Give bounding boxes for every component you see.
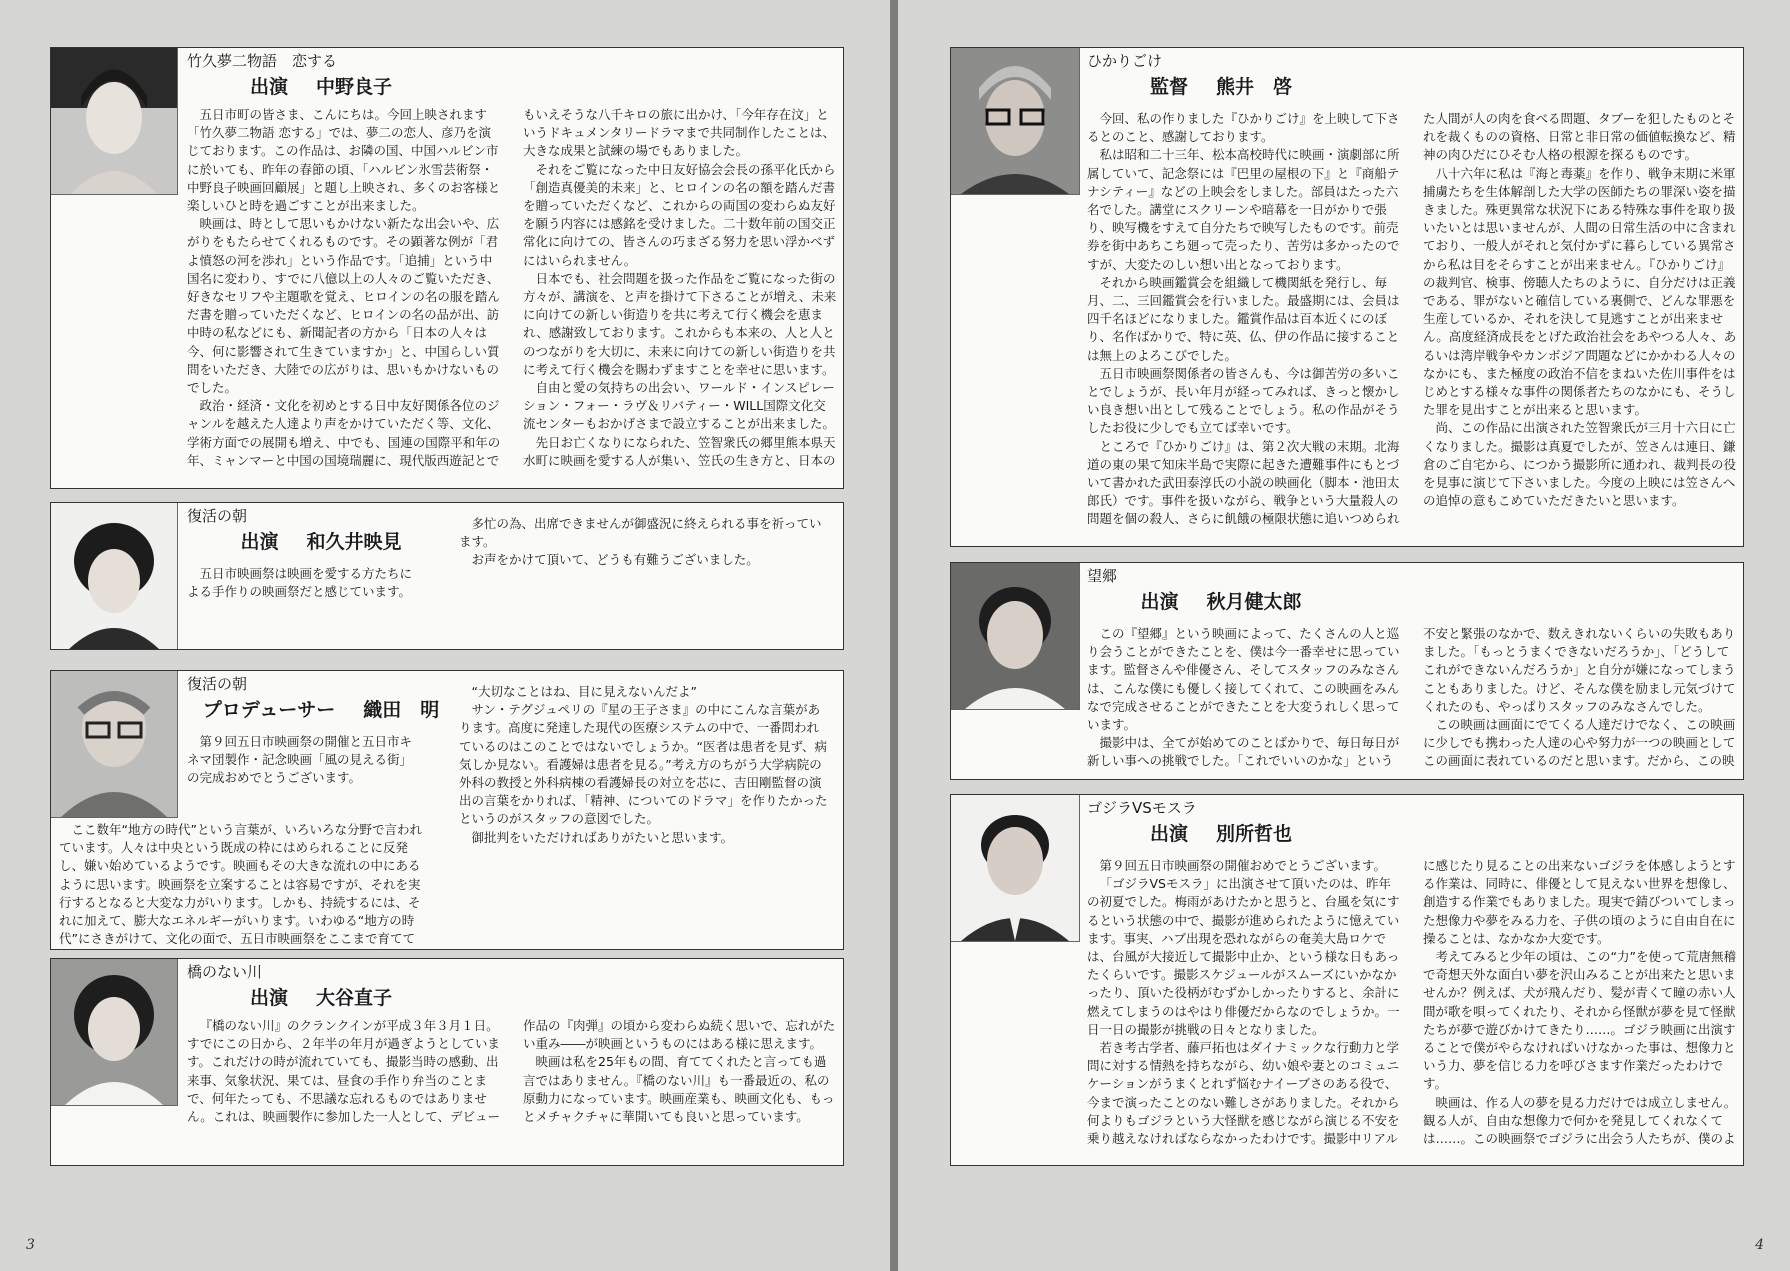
contributor-name: 中野良子 <box>316 76 393 98</box>
role-label: 出演 <box>1140 591 1179 613</box>
paragraph: 若き考古学者、藤戸拓也はダイナミックな行動力と学問に対する情熱を持ちながら、幼い娘や妻とのコミュニケーションがうまくとれず悩むナイーブさのある役で、今まで演ったことのない難しさがありました。それから何よりもゴジラという大怪獣を感じながら演じる不安を乗り越えなければならなかったわけです。撮影中リアルに感じたり見ることの出来ないゴジラを体感しようとする作業は、同時に、俳優として見えない世界を想像し、創造する作業でもありました。現実で錆びついてしまった想像力や夢をみる力を、子供の頃のように自由自在に操ることは、なかなか大変です。 <box>1087 858 1736 1147</box>
film-title: 復活の朝 <box>187 507 248 525</box>
contributor-name: 和久井映見 <box>306 531 402 553</box>
message-box-nakano <box>50 47 844 489</box>
paragraph: サン・テグジュペリの『星の王子さま』の中にこんな言葉があります。高度に発達した現代の医療システムの中で、一番問われているのはこのことではないでしょうか。“医者は患者を見ず、病気しか見ない。看護婦は患者を見る。”考え方のちがう大学病院の外科の教授と外科病棟の看護婦長の対立を芯に、吉田剛監督の演出の言葉をかりれば、「精神、についてのドラマ」を作りたかったというのがスタッフの意図でした。 <box>459 702 828 827</box>
paragraph: 御批判をいただければありがたいと思います。 <box>471 829 734 845</box>
paragraph: 多忙の為、出席できませんが御盛況に終えられる事を祈っています。 <box>459 516 822 550</box>
message-text <box>187 1017 837 1161</box>
paragraph: それから映画鑑賞会を組織して機関紙を発行し、毎月、二、三回鑑賞会を行いました。最盛期には、会員は四千名ほどになりました。鑑賞作品は百本近くにのぼり、名作ばかりで、特に英、仏、伊の作品に接することは無上のよろこびでした。 <box>1087 274 1400 363</box>
paragraph: 第９回五日市映画祭の開催おめでとうございます。 <box>1099 858 1387 873</box>
paragraph: それをご覧になった中日友好協会会長の孫平化氏から「創造真優美的未来」と、ヒロインの名の額を踏んだ書を贈っていただくなど、これからの両国の変わらぬ友好を願う内容には感銘を受けました。二十数年前の国交正常化に向けての、皆さんの巧まざる努力を思い浮かべずにはいられません。 <box>523 161 836 268</box>
message-text <box>187 733 423 788</box>
contributor-line <box>187 984 455 1012</box>
paragraph: 五日市映画祭関係者の皆さんも、今は御苦労の多いことでしょうが、長い年月が経ってみれば、きっと懐かしい良き想い出として残ることでしょう。私の作品がそうしたお役に少しでも立てば幸いです。 <box>1087 365 1400 436</box>
message-text <box>59 821 423 950</box>
portrait-photo <box>951 48 1080 195</box>
paragraph: 政治・経済・文化を初めとする日中友好関係各位のジャンルを越えた人達より声をかけていただく等、文化、学術方面での展開も増え、中でも、国連の国際平和年の年、ミャンマーと中国の国境瑞麗に、現代版西遊記とでもいえそうな八千キロの旅に出かけ、「今年存在汶」というドキュメンタリードラマまで共同制作したことは、大きな成果と試練の場でもありました。 <box>187 107 836 468</box>
paragraph: 映画は、作る人の夢を見る力だけでは成立しません。観る人が、自由な想像力で何かを発見してくれなくては……。この映画祭でゴジラに出会う人たちが、僕のよ <box>1423 1094 1737 1147</box>
paragraph: 私は昭和二十三年、松本高校時代に映画・演劇部に所属していて、記念祭には『巴里の屋根の下』と『商船テナシティー』などの上映会をしました。部員はたった六名でした。講堂にスクリーンや暗幕を一日がかりで張り、映写機をすえて自分たちで映写したものです。前売券を街中あちこち廻って売ったり、苦労は多かったのですが、大変たのしい想い出となっております。 <box>1087 147 1400 272</box>
contributor-name: 熊井 啓 <box>1216 76 1293 98</box>
film-title: ひかりごけ <box>1087 52 1163 70</box>
message-box-akizuki <box>950 562 1744 780</box>
paragraph: ところで『ひかりごけ』は、第２次大戦の末期。北海道の東の果て知床半島で実際に起きた遭難事件にもとづいて書かれた武田泰淳氏の小説の映画化（脚本・池田太郎氏）です。事件を扱いながら、戦争という大量殺人の問題を個の殺人、さらに飢餓の極限状態に追いつめられた人間が人の肉を食べる問題、タブーを犯したものとそれを裁くものの資格、日常と非日常の価値転換など、精神の肉ひだにひそむ人格の根源を探るものです。 <box>1087 111 1736 527</box>
contributor-line <box>187 528 455 556</box>
portrait-photo <box>951 795 1080 942</box>
paragraph: 日本でも、社会問題を扱った作品をご覧になった街の方々が、講演を、と声を掛けて下さることが増え、未来に向けての新しい街造りを共に考えて行く機会を恵まれ、感謝致しております。これからも本来の、人と人とのつながりを大切に、未来に向けての新しい街造りを共に考えて行く機会を賜わずますことを幸せに思います。 <box>523 270 837 377</box>
message-text <box>459 683 829 847</box>
message-box-oda <box>50 670 844 950</box>
paragraph: 尚、この作品に出演された笠智衆氏が三月十六日に亡くなりました。撮影は真夏でしたが、笠さんは連日、鎌倉のご自宅から、につかう撮影所に通われ、裁判長の役を見事に演じて下さいました。今度の上映には笠さんへの追悼の意もこめていただきたいと思います。 <box>1423 420 1737 509</box>
message-box-otani <box>50 958 844 1166</box>
film-title: 橋のない川 <box>187 963 263 981</box>
paragraph: 映画は私を25年もの間、育ててくれたと言っても過言ではありません。『橋のない川』も一番最近の、私の原動力になっています。映画産業も、映画文化も、もっとメチャクチャに華開いても良いと思っています。 <box>523 1054 835 1125</box>
portrait-photo <box>51 48 178 195</box>
binding-gutter <box>890 0 898 1271</box>
paragraph: 自由と愛の気持ちの出会い、ワールド・インスピレーション・フォー・ラヴ＆リバティー・WILL国際文化交流センターもおかげさまで設立することが出来ました。 <box>523 380 836 432</box>
film-title: 竹久夢二物語 恋する <box>187 52 338 70</box>
paragraph: 「ゴジラVSモスラ」に出演させて頂いたのは、昨年の初夏でした。梅雨があけたかと思うと、台風を気にするという状態の中で、撮影が進められたように憶えています。事実、ハブ出現を恐れながらの奄美大島ロケでは、台風が大接近して撮影中止か、という様な日もあったくらいです。撮影スケジュールがスムーズにいかなかったり、頂いた役柄がむずかしかったりすると、余計に燃えてしまうのはやはり俳優だからなのでしょうか。一日一日の撮影が挑戦の日々となりました。 <box>1087 876 1400 1037</box>
film-title: 復活の朝 <box>187 675 248 693</box>
message-box-kumai <box>950 47 1744 547</box>
contributor-name: 秋月健太郎 <box>1206 591 1302 613</box>
contributor-name: 別所哲也 <box>1216 823 1293 845</box>
paragraph: 映画は、時として思いもかけない新たな出会いや、広がりをもたらせてくれるものです。その顕著な例が「君よ憤怒の河を渉れ」という作品です。「追捕」という中国名に変わり、すでに八億以上の人々のご覧いただき、好きなセリフや主題歌を覚え、ヒロインの名の服を踏んだ書を贈っていただくなど、ヒロインの名の品が出、訪中時の私などにも、新聞記者の方から「日本の人々は今、何に影響されて生きていますか」と、中国らしい質問をいただき、大陸での広がりは、思いもかけないものでした。 <box>187 216 500 396</box>
paragraph: 先日お亡くなりになられた、笠智衆氏の郷里熊本県天水町に映画を愛する人が集い、笠氏の生き方と、日本の <box>523 434 836 468</box>
role-label: 出演 <box>240 531 279 553</box>
paragraph: この『望郷』という映画によって、たくさんの人と巡り会うことができたことを、僕は今一番幸せに思っています。監督さんや俳優さん、そしてスタッフのみなさんは、こんな僕にも優しく接してくれて、この映画をみんなで完成させることができたことを大変うれしく思っています。 <box>1087 626 1400 733</box>
message-box-wakui <box>50 502 844 650</box>
paragraph: お声をかけて頂いて、どうも有難うございました。 <box>471 552 759 568</box>
role-label: 監督 <box>1149 76 1188 98</box>
portrait-photo <box>51 503 178 650</box>
message-text <box>1087 625 1737 775</box>
contributor-line <box>1087 820 1355 848</box>
contributor-line <box>1087 73 1355 101</box>
contributor-line <box>187 696 455 724</box>
role-label: プロデューサー <box>202 699 336 721</box>
page-number-left: 3 <box>26 1237 35 1253</box>
contributor-line <box>187 73 455 101</box>
portrait-photo <box>51 959 178 1106</box>
paragraph: 八十六年に私は『海と毒薬』を作り、戦争末期に米軍捕虜たちを生体解剖した大学の医師たちの罪深い姿を描きました。殊更異常な状況下にある特殊な事件を取り扱いたいとは思いませんが、人間の日常生活の中に含まれており、一般人がそれと気付かずに暮らしている異常さから私は目をそらすことが出来ません。『ひかりごけ』の裁判官、検事、傍聴人たちのように、自分だけは正義である、罪がないと確信している裏側で、どんな罪悪を生産しているか、それを決して見逃すことが出来ません。高度経済成長をとげた政治社会をあやつる人々、あるいは湾岸戦争やカンボジア問題などにかかわる人々のなかにも、また極度の政治不信をまねいた佐川事件をはじめとする様々な事件の関係者たちのなかにも、そうした罪を見出すことが出来ると思います。 <box>1423 165 1737 418</box>
paragraph: 五日市町の皆さま、こんにちは。今回上映されます「竹久夢二物語 恋する」では、夢二の恋人、彦乃を演じております。この作品は、お隣の国、中国ハルビン市に於いても、昨年の春節の頃、「ハルビン氷雪芸術祭・中野良子映画回顧展」と題し上映され、多くのお客様と楽しいひと時を過ごすことが出来ました。 <box>187 107 501 214</box>
role-label: 出演 <box>249 76 288 98</box>
paragraph: 撮影中は、全てが始めてのことばかりで、毎日毎日が新しい事への挑戦でした。「これでいいのかな」という不安と緊張のなかで、数えきれないくらいの失敗もありました。「もっとうまくできないだろうか」、「どうしてこれができないんだろうか」と自分が嫌になってしまうこともありました。けど、そんな僕を励まし元気づけてくれたのも、やっぱりスタッフのみなさんでした。 <box>1087 626 1736 769</box>
page-number-right: 4 <box>1755 1237 1764 1253</box>
message-text <box>459 515 829 570</box>
paragraph: 考えてみると少年の頃は、この“力”を使って荒唐無稽で奇想天外な面白い夢を沢山みることが出来たと思いませんか？例えば、犬が飛んだり、髪が青くて瞳の赤い人間が歌を唄ってくれたり、それから怪獣が夢を見て怪獣たちが夢で遊びかけてきたり……。ゴジラ映画に出演することで僕がやらなければいけなかった事は、想像力という力、夢を信じる力を呼びさます作業だったわけです。 <box>1423 949 1736 1092</box>
message-text <box>1087 110 1737 542</box>
paragraph: 五日市映画祭は映画を愛する方たちによる手作りの映画祭だと感じています。 <box>187 566 413 600</box>
portrait-photo <box>51 671 178 818</box>
paragraph: 今回、私の作りました『ひかりごけ』を上映して下さるとのこと、感謝しております。 <box>1087 111 1400 145</box>
paragraph: 『橋のない川』のクランクインが平成３年３月１日。すでにこの日から、２年半の年月が過ぎようとしています。これだけの時が流れていても、撮影当時の感動、出来事、気象状況、果ては、昼食の手作り弁当のことまで、何年たっても、不思議な忘れるものではありません。これは、映画製作に参加した一人として、デビュー作品の『肉弾』の頃から変わらぬ続く思いで、忘れがたい重み――が映画というものにはある様に思えます。 <box>187 1018 836 1125</box>
portrait-photo <box>951 563 1080 710</box>
message-text <box>187 565 423 601</box>
role-label: 出演 <box>1149 823 1188 845</box>
film-title: 望郷 <box>1087 567 1118 585</box>
message-text <box>1087 857 1737 1161</box>
contributor-name: 大谷直子 <box>316 987 393 1009</box>
film-title: ゴジラVSモスラ <box>1087 799 1197 817</box>
contributor-line <box>1087 588 1355 616</box>
message-box-bessho <box>950 794 1744 1166</box>
contributor-name: 織田 明 <box>363 699 440 721</box>
paragraph: 第９回五日市映画祭の開催と五日市キネマ団製作・記念映画「風の見える街」の完成おめでとうございます。 <box>187 734 413 786</box>
paragraph: この映画は画面にでてくる人達だけでなく、この映画に少しでも携わった人達の心や努力が一つの映画としてこの画面に表れているのだと思います。だから、この映 <box>1423 717 1736 769</box>
paragraph: ここ数年“地方の時代”という言葉が、いろいろな分野で言われています。人々は中央という既成の枠にはめられることに反発し、嫌い始めているようです。映画もその大きな流れの中にあるように思います。映画祭を立案することは容易ですが、それを実行するとなると大変な力がいります。しかも、持続するには、それに加えて、膨大なエネルギーがいります。いわゆる“地方の時代”にさきがけて、文化の面で、五日市映画祭をここまで育てて <box>59 822 422 947</box>
message-text <box>187 106 837 484</box>
role-label: 出演 <box>249 987 288 1009</box>
paragraph: “大切なことはね、目に見えないんだよ” <box>471 684 697 699</box>
